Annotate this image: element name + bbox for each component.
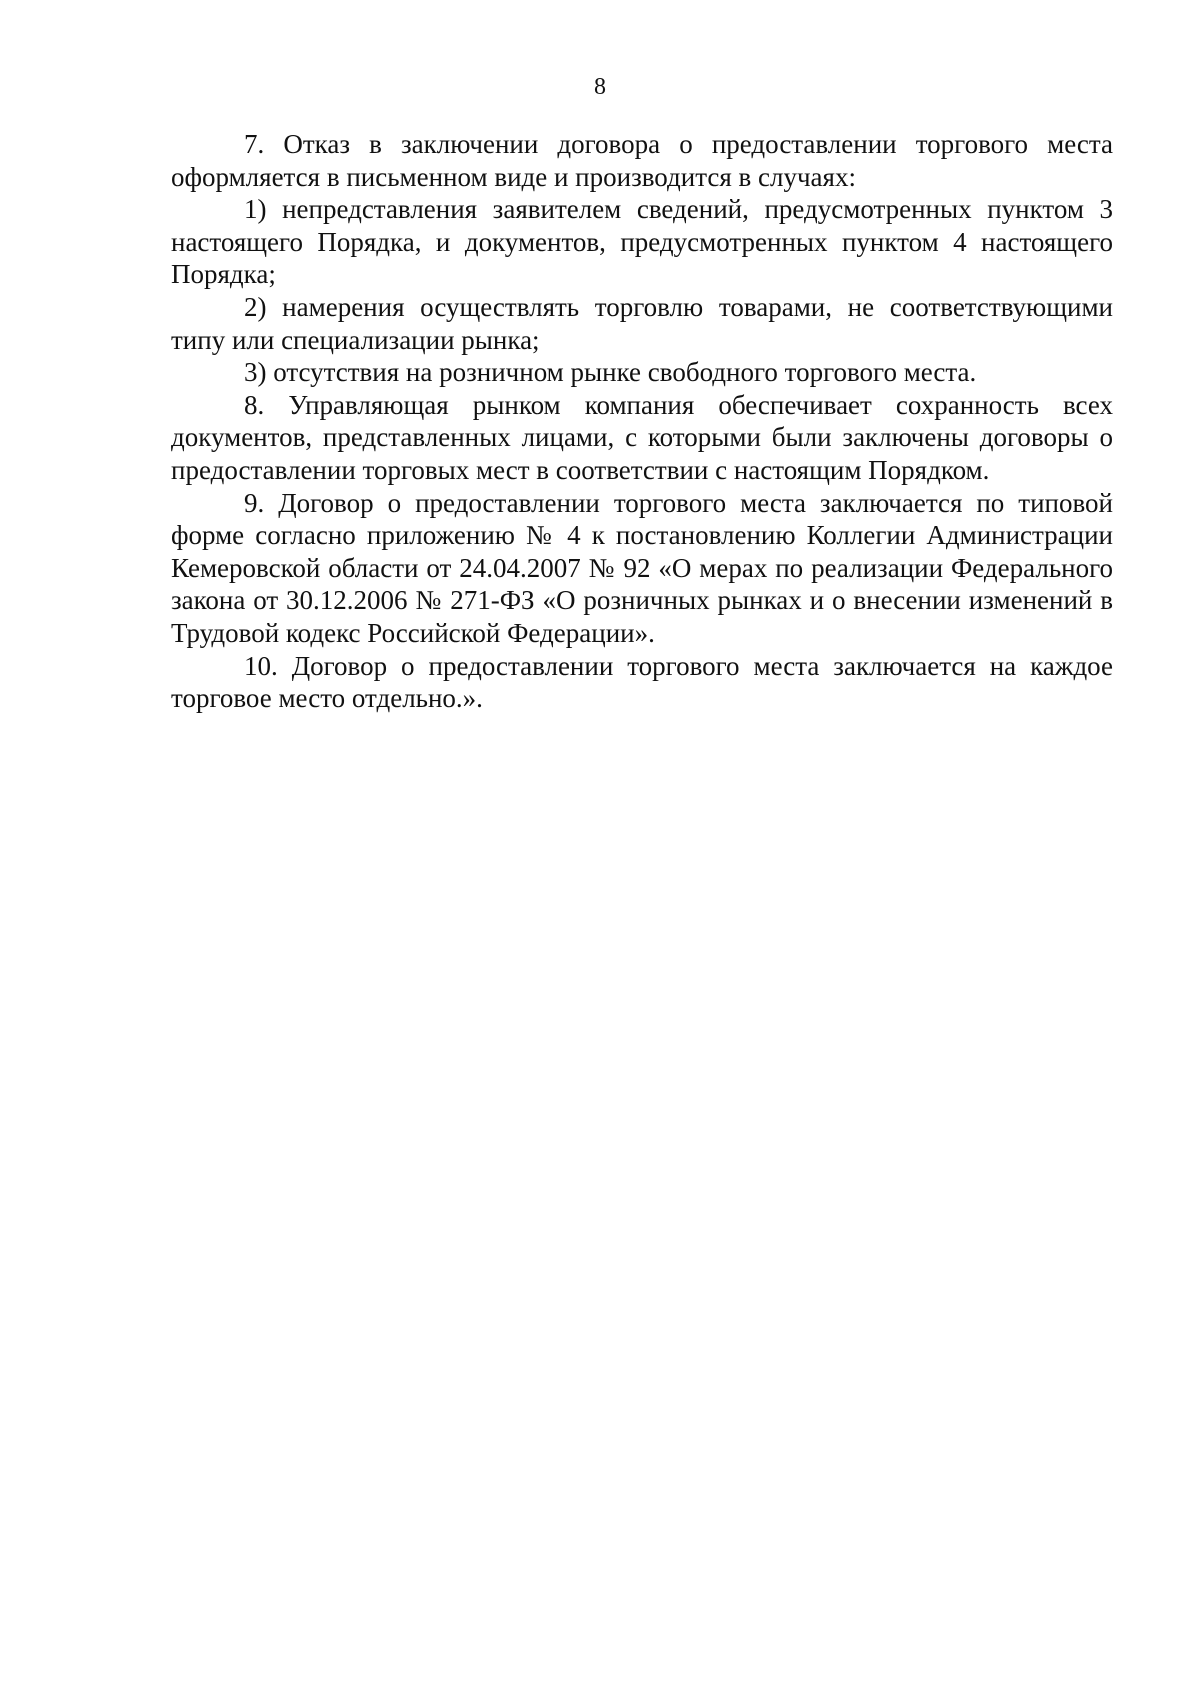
paragraph-7: 7. Отказ в заключении договора о предоставлении торгового места оформляется в письменном виде и производится в случаях: (171, 129, 1113, 192)
list-item-2: 2) намерения осуществлять торговлю товарами, не соответствующими типу или специализации рынка; (171, 291, 1113, 355)
document-body (171, 128, 1113, 715)
paragraph-9: 9. Договор о предоставлении торгового места заключается по типовой форме согласно приложению № 4 к постановлению Коллегии Администрации Кемеровской области от 24.04.2007 № 92 «О мерах по реализации Федерального закона от 30.12.2006 № 271-ФЗ «О розничных рынках и о внесении изменений в Трудовой кодекс Российской Федерации». (171, 487, 1113, 648)
list-item-3: 3) отсутствия на розничном рынке свободного торгового места. (244, 357, 977, 388)
paragraph-10: 10. Договор о предоставлении торгового места заключается на каждое торговое место отдельно.». (171, 650, 1113, 714)
page-number: 8 (594, 74, 606, 100)
paragraph-8: 8. Управляющая рынком компания обеспечивает сохранность всех документов, представленных лицами, с которыми были заключены договоры о предоставлении торговых мест в соответствии с настоящим Порядком. (171, 389, 1113, 485)
list-item-1: 1) непредставления заявителем сведений, предусмотренных пунктом 3 настоящего Порядка, и документов, предусмотренных пунктом 4 настоящего Порядка; (171, 194, 1113, 290)
